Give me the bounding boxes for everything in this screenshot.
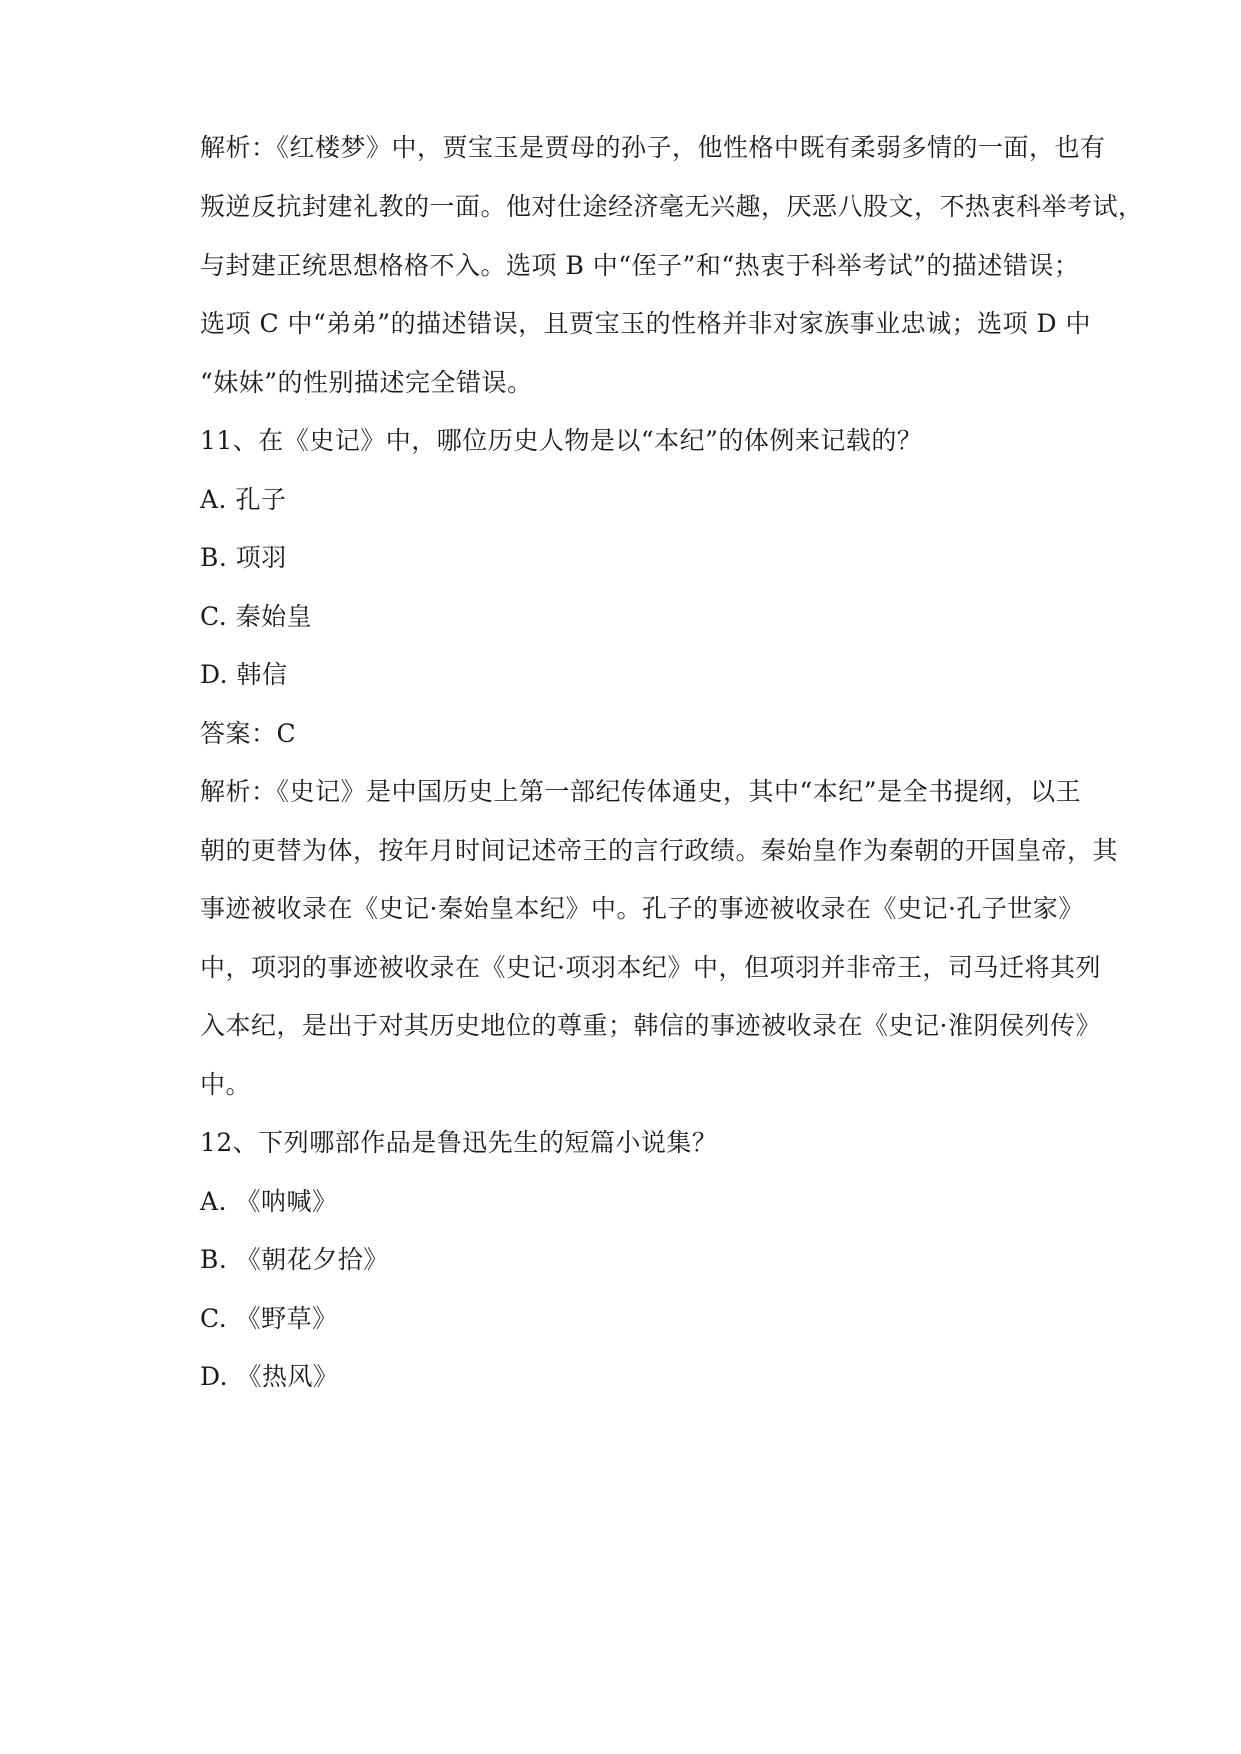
- q12-option-b: B. 《朝花夕拾》: [200, 1245, 389, 1274]
- analysis-10-line-1: 解析：《红楼梦》中，贾宝玉是贾母的孙子，他性格中既有柔弱多情的一面，也有: [200, 133, 1106, 162]
- q11-analysis-line-4: 中，项羽的事迹被收录在《史记·项羽本纪》中，但项羽并非帝王，司马迁将其列: [200, 953, 1101, 982]
- analysis-10-line-4: 选项 C 中“弟弟”的描述错误，且贾宝玉的性格并非对家族事业忠诚；选项 D 中: [200, 309, 1092, 338]
- q12-option-c: C. 《野草》: [200, 1304, 338, 1333]
- analysis-10-line-5: “妹妹”的性别描述完全错误。: [200, 368, 533, 397]
- q12-option-a: A. 《呐喊》: [200, 1187, 338, 1216]
- q11-option-a: A. 孔子: [200, 485, 287, 514]
- q11-answer: 答案：C: [200, 719, 297, 748]
- analysis-10-line-3: 与封建正统思想格格不入。选项 B 中“侄子”和“热衷于科举考试”的描述错误；: [200, 251, 1080, 280]
- q11-analysis-line-5: 入本纪，是出于对其历史地位的尊重；韩信的事迹被收录在《史记·淮阴侯列传》: [200, 1011, 1101, 1040]
- q11-analysis-line-3: 事迹被收录在《史记·秦始皇本纪》中。孔子的事迹被收录在《史记·孔子世家》: [200, 894, 1084, 923]
- question-12-text: 12、下列哪部作品是鲁迅先生的短篇小说集？: [200, 1128, 718, 1157]
- question-11-text: 11、在《史记》中，哪位历史人物是以“本纪”的体例来记载的？: [200, 426, 923, 455]
- q11-analysis-line-6: 中。: [200, 1070, 252, 1099]
- analysis-10-line-2: 叛逆反抗封建礼教的一面。他对仕途经济毫无兴趣，厌恶八股文，不热衷科举考试，: [200, 192, 1144, 221]
- q11-analysis-line-1: 解析：《史记》是中国历史上第一部纪传体通史，其中“本纪”是全书提纲，以王: [200, 777, 1082, 806]
- q11-option-b: B. 项羽: [200, 543, 287, 572]
- q11-option-d: D. 韩信: [200, 660, 288, 689]
- q11-option-c: C. 秦始皇: [200, 602, 313, 631]
- q12-option-d: D. 《热风》: [200, 1362, 339, 1391]
- q11-analysis-line-2: 朝的更替为体，按年月时间记述帝王的言行政绩。秦始皇作为秦朝的开国皇帝，其: [200, 836, 1119, 865]
